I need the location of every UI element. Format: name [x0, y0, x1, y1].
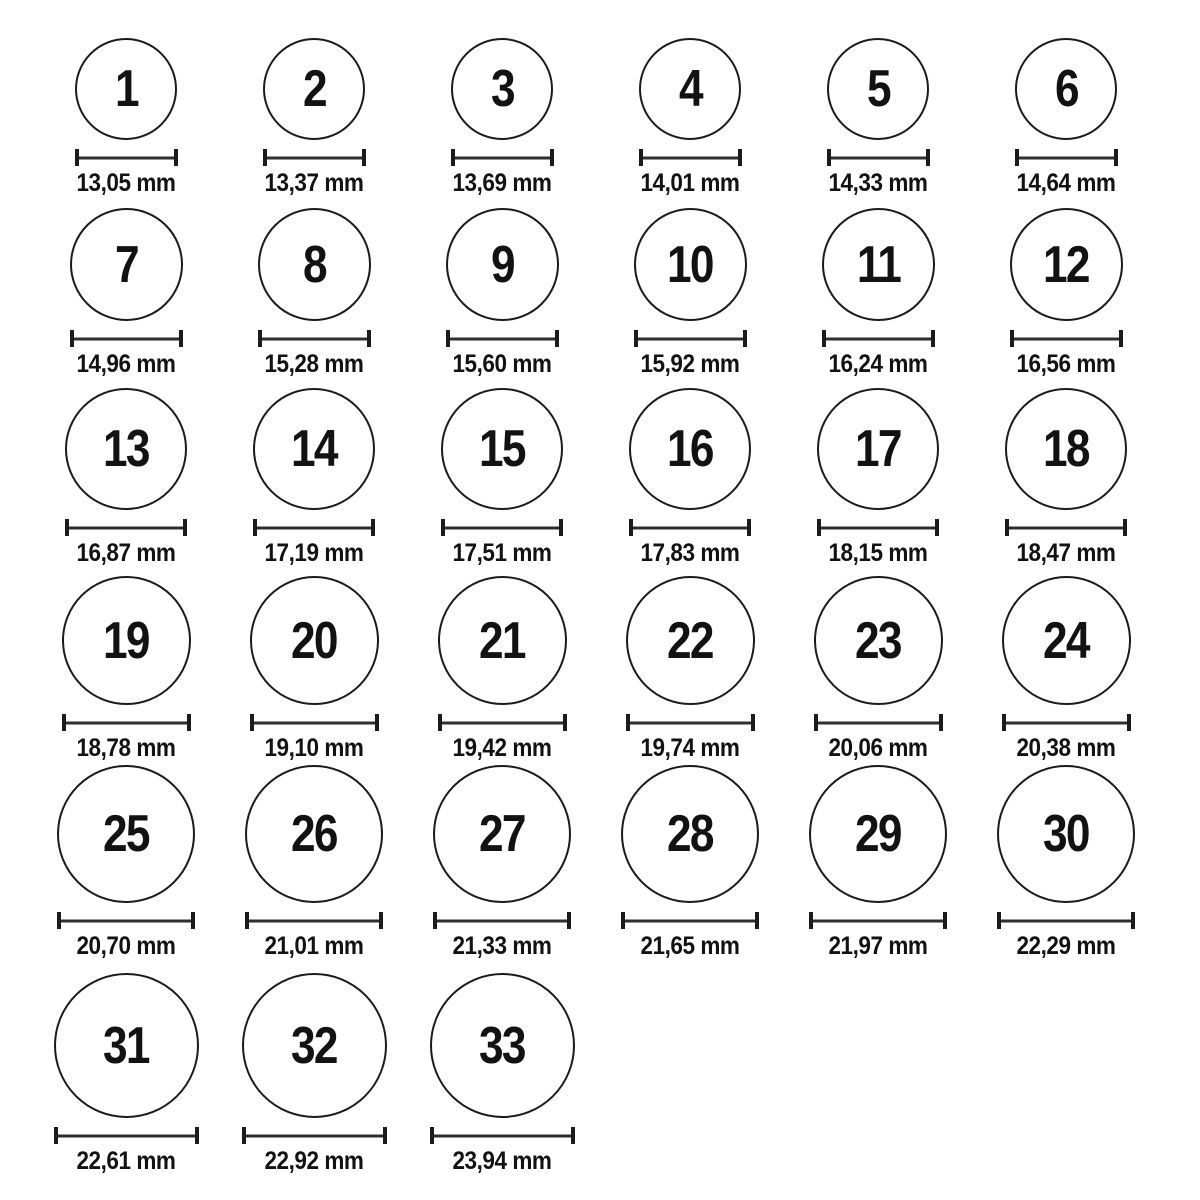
ring-size-number: 11: [856, 235, 900, 294]
ring-size-cell: [32, 38, 220, 208]
ring-size-cell: [596, 576, 784, 765]
ring-size-number: 20: [291, 611, 337, 670]
ring-size-cell: [784, 388, 972, 576]
ring-size-number: 12: [1043, 235, 1089, 294]
diameter-ruler: [54, 1127, 199, 1144]
diameter-label: 21,97 mm: [828, 932, 928, 960]
ring-size-cell: [32, 576, 220, 765]
diameter-ruler: [1005, 519, 1127, 536]
diameter-label: 13,69 mm: [452, 169, 552, 197]
diameter-label: 19,42 mm: [452, 734, 552, 762]
diameter-ruler: [629, 519, 751, 536]
diameter-label: 16,24 mm: [828, 350, 928, 378]
ring-circle: [1015, 38, 1117, 140]
ring-circle: [626, 576, 755, 705]
ring-size-cell: [220, 38, 408, 208]
ring-circle: [629, 388, 751, 510]
ring-size-cell: [220, 765, 408, 973]
diameter-label: 19,10 mm: [264, 734, 364, 762]
diameter-label: 15,60 mm: [452, 350, 552, 378]
diameter-label: 14,64 mm: [1016, 169, 1116, 197]
ring-circle: [817, 388, 939, 510]
ring-size-cell: [784, 38, 972, 208]
diameter-ruler: [639, 149, 742, 166]
diameter-ruler: [451, 149, 554, 166]
diameter-label: 16,87 mm: [76, 539, 176, 567]
ring-circle: [75, 38, 177, 140]
ring-size-number: 14: [291, 420, 337, 478]
ring-size-cell: [408, 576, 596, 765]
diameter-label: 20,38 mm: [1016, 734, 1116, 762]
ring-size-number: 4: [678, 60, 702, 118]
diameter-ruler: [65, 519, 187, 536]
ring-size-number: 23: [855, 611, 901, 670]
ring-size-cell: [220, 388, 408, 576]
ring-size-number: 27: [479, 805, 525, 863]
ring-circle: [1005, 388, 1127, 510]
diameter-ruler: [1010, 330, 1123, 347]
ring-circle: [451, 38, 553, 140]
diameter-label: 23,94 mm: [452, 1147, 552, 1175]
ring-size-number: 9: [490, 235, 514, 294]
ring-size-cell: [220, 576, 408, 765]
ring-size-cell: [32, 208, 220, 388]
diameter-ruler: [626, 714, 755, 731]
ring-size-cell: [32, 973, 220, 1193]
diameter-ruler: [62, 714, 191, 731]
diameter-label: 17,51 mm: [452, 539, 552, 567]
diameter-label: 18,78 mm: [76, 734, 176, 762]
diameter-label: 20,70 mm: [76, 932, 176, 960]
ring-size-number: 21: [479, 611, 525, 670]
diameter-label: 20,06 mm: [828, 734, 928, 762]
diameter-label: 13,37 mm: [264, 169, 364, 197]
ring-size-cell: [596, 208, 784, 388]
diameter-ruler: [621, 912, 759, 929]
ring-size-row: [32, 208, 1160, 388]
ring-size-cell: [408, 388, 596, 576]
ring-circle: [62, 576, 191, 705]
ring-size-cell: [972, 388, 1160, 576]
ring-size-cell: [596, 765, 784, 973]
ring-size-number: 22: [667, 611, 713, 670]
diameter-ruler: [822, 330, 935, 347]
ring-size-row: [32, 576, 1160, 765]
diameter-ruler: [70, 330, 183, 347]
ring-size-number: 17: [855, 420, 901, 478]
ring-circle: [621, 765, 759, 903]
diameter-label: 17,83 mm: [640, 539, 740, 567]
diameter-ruler: [441, 519, 563, 536]
ring-circle: [57, 765, 195, 903]
diameter-ruler: [817, 519, 939, 536]
diameter-label: 16,56 mm: [1016, 350, 1116, 378]
ring-size-cell: [596, 388, 784, 576]
diameter-ruler: [250, 714, 379, 731]
diameter-ruler: [827, 149, 930, 166]
diameter-label: 21,33 mm: [452, 932, 552, 960]
ring-circle: [814, 576, 943, 705]
ring-size-cell: [220, 973, 408, 1193]
ring-size-number: 1: [114, 60, 138, 118]
ring-size-row: [32, 38, 1160, 208]
ring-circle: [639, 38, 741, 140]
diameter-label: 14,96 mm: [76, 350, 176, 378]
ring-size-row: [32, 388, 1160, 576]
diameter-label: 17,19 mm: [264, 539, 364, 567]
ring-size-number: 29: [855, 805, 901, 863]
ring-size-row: [32, 765, 1160, 973]
diameter-ruler: [814, 714, 943, 731]
ring-circle: [441, 388, 563, 510]
ring-circle: [430, 973, 575, 1118]
diameter-ruler: [634, 330, 747, 347]
diameter-label: 13,05 mm: [76, 169, 176, 197]
diameter-ruler: [258, 330, 371, 347]
ring-size-number: 31: [103, 1016, 149, 1075]
ring-size-number: 2: [302, 60, 326, 118]
ring-size-number: 10: [667, 235, 713, 294]
diameter-ruler: [438, 714, 567, 731]
ring-circle: [433, 765, 571, 903]
diameter-label: 14,33 mm: [828, 169, 928, 197]
ring-size-cell: [972, 38, 1160, 208]
diameter-ruler: [75, 149, 178, 166]
ring-size-cell: [408, 38, 596, 208]
diameter-label: 22,92 mm: [264, 1147, 364, 1175]
ring-size-cell: [220, 208, 408, 388]
ring-circle: [1002, 576, 1131, 705]
diameter-ruler: [57, 912, 195, 929]
ring-circle: [253, 388, 375, 510]
diameter-ruler: [245, 912, 383, 929]
diameter-ruler: [253, 519, 375, 536]
ring-circle: [827, 38, 929, 140]
ring-size-cell: [32, 388, 220, 576]
ring-size-number: 33: [479, 1016, 525, 1075]
diameter-label: 21,01 mm: [264, 932, 364, 960]
ring-size-row: [32, 973, 1160, 1193]
ring-size-number: 24: [1043, 611, 1089, 670]
ring-circle: [70, 208, 183, 321]
ring-size-number: 32: [291, 1016, 337, 1075]
ring-circle: [54, 973, 199, 1118]
ring-size-number: 6: [1054, 60, 1078, 118]
ring-circle: [1010, 208, 1123, 321]
ring-circle: [242, 973, 387, 1118]
diameter-label: 14,01 mm: [640, 169, 740, 197]
ring-size-number: 25: [103, 805, 149, 863]
diameter-label: 22,61 mm: [76, 1147, 176, 1175]
diameter-ruler: [446, 330, 559, 347]
ring-size-cell: [784, 765, 972, 973]
ring-size-number: 16: [667, 420, 713, 478]
ring-circle: [438, 576, 567, 705]
ring-size-number: 30: [1043, 805, 1089, 863]
diameter-label: 19,74 mm: [640, 734, 740, 762]
ring-circle: [258, 208, 371, 321]
ring-size-cell: [784, 208, 972, 388]
diameter-ruler: [997, 912, 1135, 929]
diameter-ruler: [1002, 714, 1131, 731]
ring-circle: [245, 765, 383, 903]
ring-circle: [997, 765, 1135, 903]
ring-size-cell: [408, 765, 596, 973]
ring-size-cell: [408, 973, 596, 1193]
ring-circle: [809, 765, 947, 903]
ring-circle: [250, 576, 379, 705]
ring-size-number: 13: [103, 420, 149, 478]
ring-size-number: 18: [1043, 420, 1089, 478]
diameter-label: 21,65 mm: [640, 932, 740, 960]
diameter-ruler: [430, 1127, 575, 1144]
ring-size-cell: [972, 765, 1160, 973]
ring-size-cell: [972, 208, 1160, 388]
diameter-ruler: [242, 1127, 387, 1144]
diameter-label: 15,92 mm: [640, 350, 740, 378]
diameter-ruler: [433, 912, 571, 929]
ring-size-number: 19: [103, 611, 149, 670]
diameter-ruler: [1015, 149, 1118, 166]
ring-circle: [634, 208, 747, 321]
diameter-label: 15,28 mm: [264, 350, 364, 378]
diameter-label: 18,47 mm: [1016, 539, 1116, 567]
diameter-ruler: [809, 912, 947, 929]
diameter-label: 18,15 mm: [828, 539, 928, 567]
ring-size-number: 3: [490, 60, 514, 118]
ring-size-cell: [784, 576, 972, 765]
ring-circle: [65, 388, 187, 510]
ring-circle: [446, 208, 559, 321]
diameter-label: 22,29 mm: [1016, 932, 1116, 960]
diameter-ruler: [263, 149, 366, 166]
ring-size-number: 26: [291, 805, 337, 863]
ring-size-number: 8: [302, 235, 326, 294]
ring-size-cell: [972, 576, 1160, 765]
ring-size-cell: [408, 208, 596, 388]
ring-size-number: 15: [479, 420, 525, 478]
ring-size-cell: [32, 765, 220, 973]
ring-size-number: 5: [866, 60, 890, 118]
ring-circle: [263, 38, 365, 140]
ring-size-cell: [596, 38, 784, 208]
ring-size-number: 7: [114, 235, 138, 294]
ring-circle: [822, 208, 935, 321]
ring-size-number: 28: [667, 805, 713, 863]
